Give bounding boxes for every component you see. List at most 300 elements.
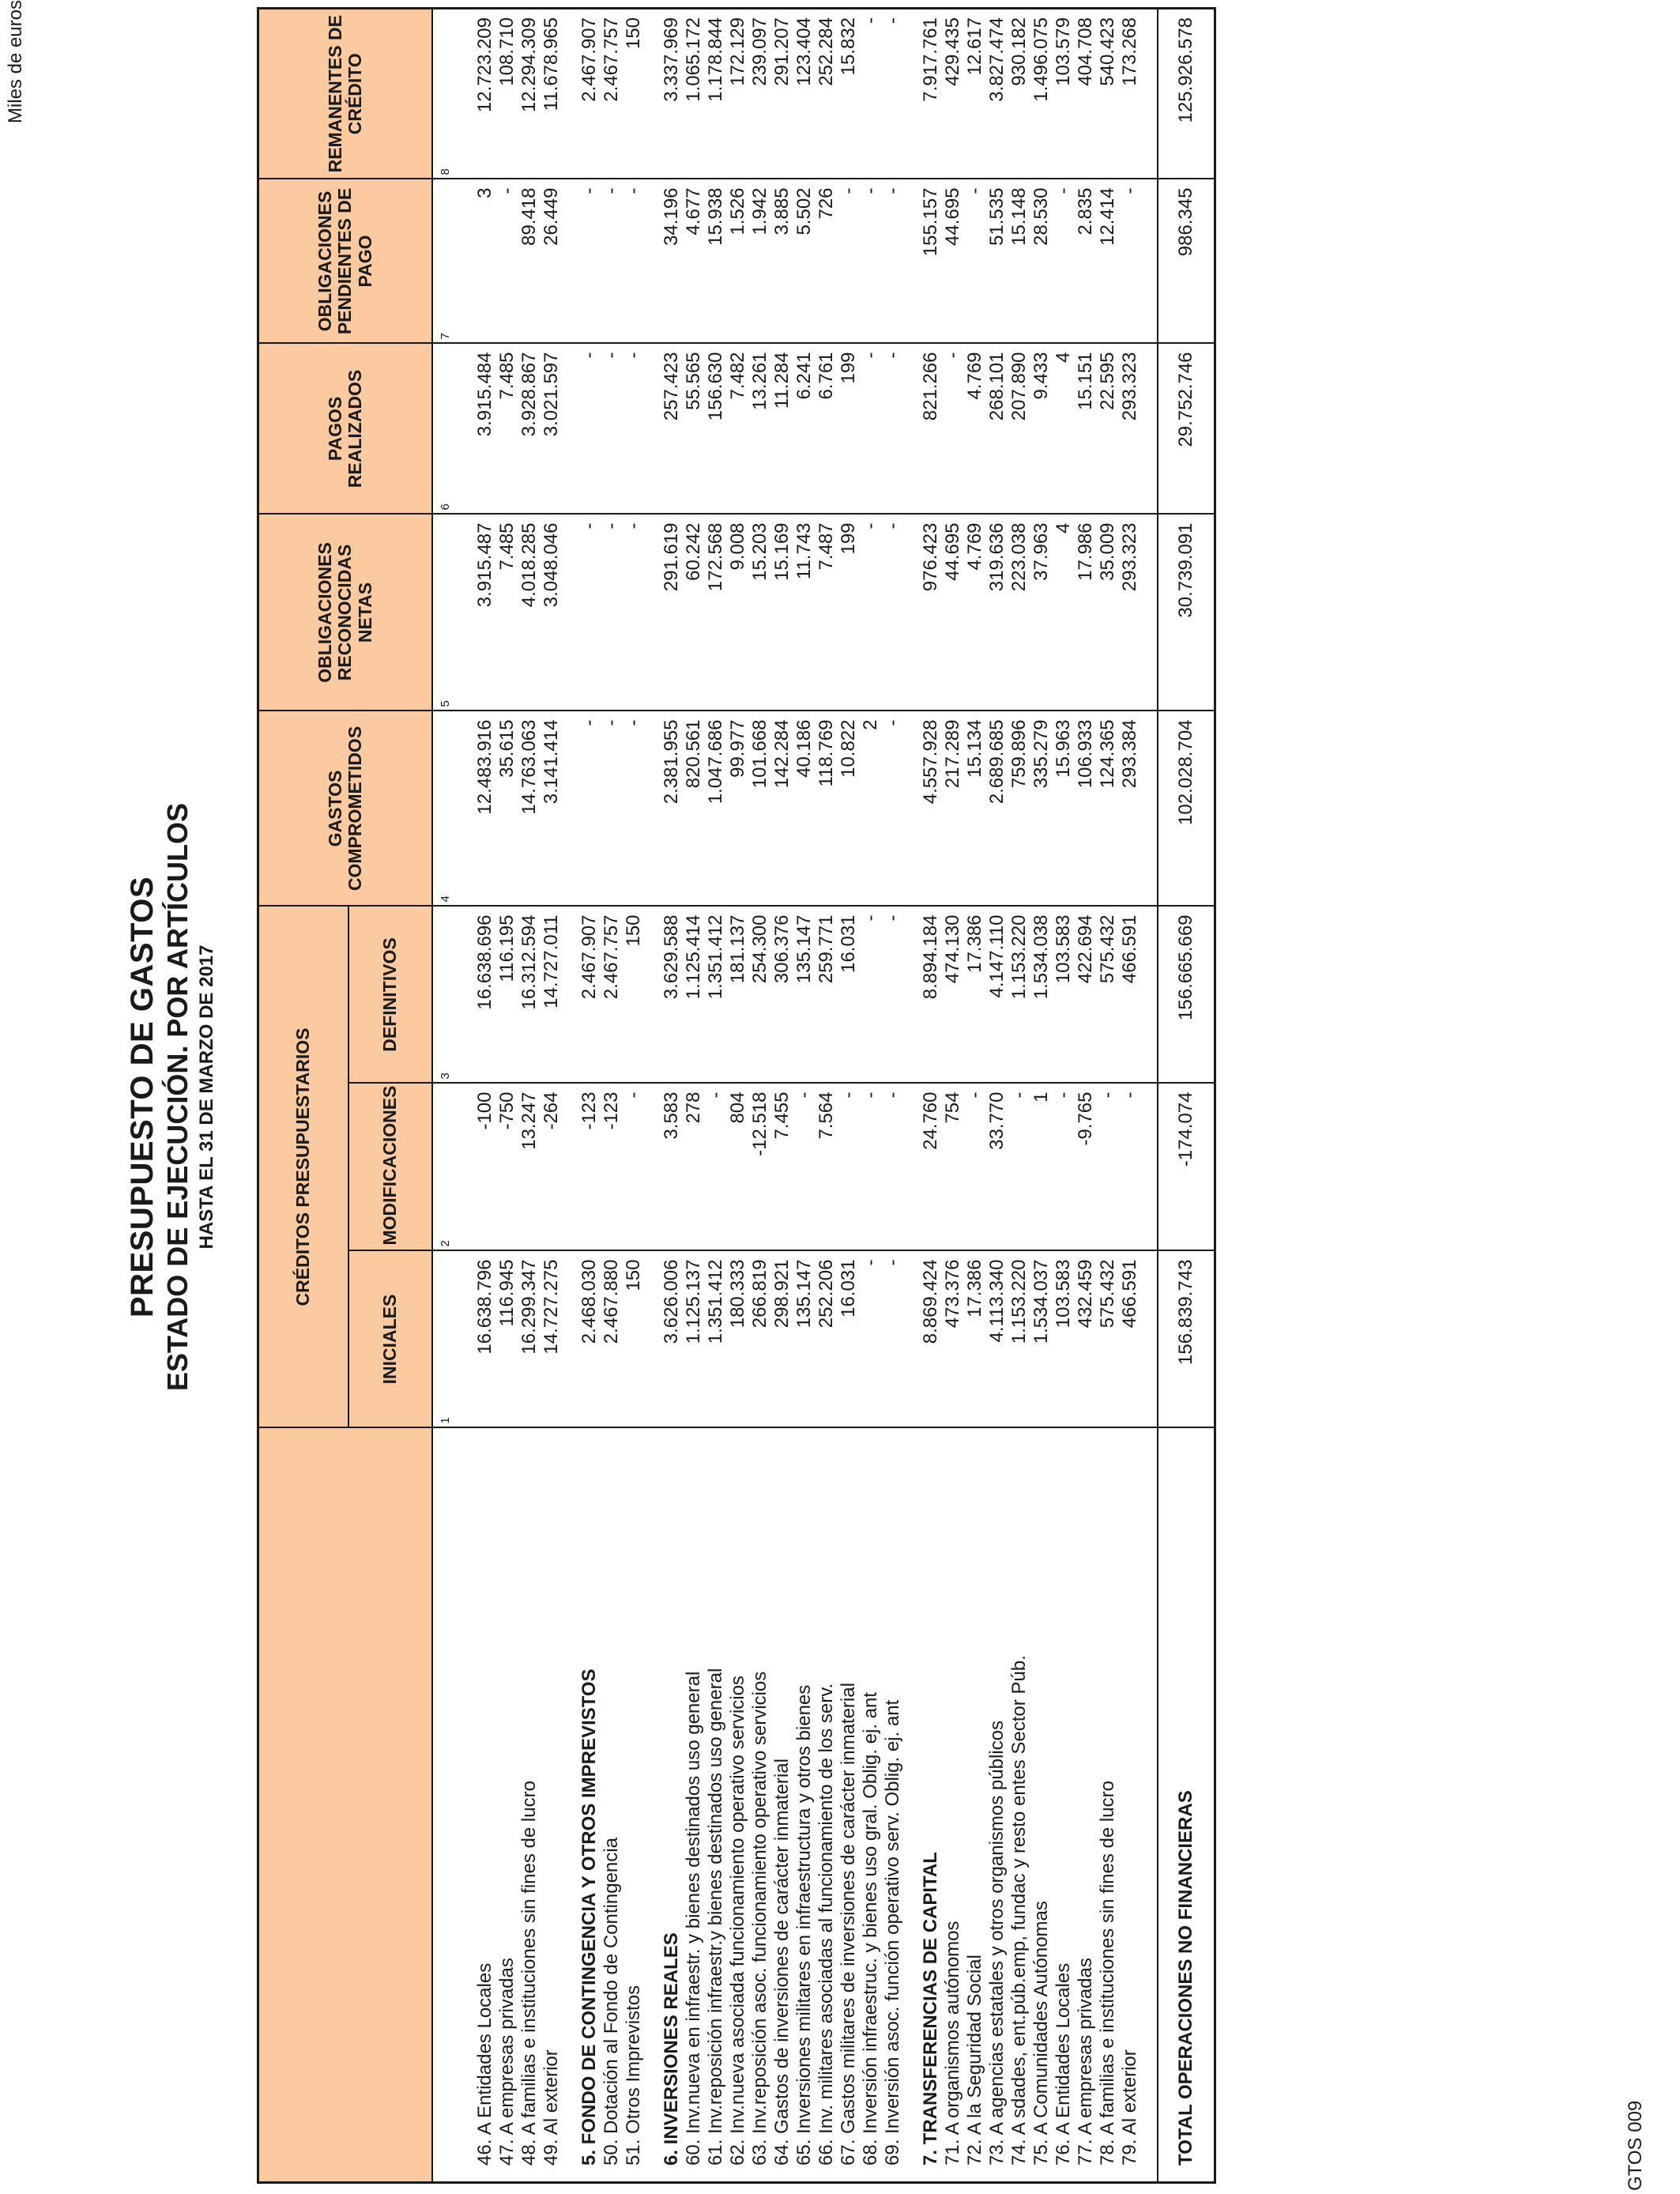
row-value: -: [838, 179, 860, 343]
row-value: 181.137: [727, 906, 749, 1083]
table-row: [838, 8, 860, 2182]
row-value: 44.695: [942, 179, 964, 343]
row-value: 3.337.969: [661, 8, 683, 179]
table-row: [793, 8, 816, 2182]
row-value: -: [860, 8, 882, 179]
row-value: -: [623, 514, 645, 711]
spacer-cell: [645, 8, 661, 179]
page-date-line: HASTA EL 31 DE MARZO DE 2017: [196, 944, 217, 1250]
row-value: 432.459: [1075, 1251, 1097, 1428]
row-value: 156.630: [705, 343, 727, 514]
row-value: 3: [474, 179, 496, 343]
spacer-row: [645, 8, 661, 2182]
spacer-cell: [563, 1428, 578, 2183]
table-row: [1097, 8, 1119, 2182]
row-value: 422.694: [1075, 906, 1097, 1083]
row-value: 207.890: [1008, 343, 1030, 514]
row-value: 4.677: [683, 179, 705, 343]
row-value: 13.247: [518, 1084, 541, 1251]
row-value: 7.482: [727, 343, 749, 514]
row-value: 12.294.309: [518, 8, 541, 179]
row-value: 6.761: [816, 343, 838, 514]
total-row: [1158, 8, 1215, 2182]
column-number: 3: [432, 906, 458, 1083]
row-value: 116.195: [496, 906, 518, 1083]
reconocidas-header: OBLIGACIONES RECONOCIDAS NETAS: [258, 514, 433, 711]
row-value: 268.101: [986, 343, 1008, 514]
row-value: -: [578, 711, 601, 906]
total-value: 156.665.669: [1158, 906, 1215, 1083]
row-value: -: [860, 514, 882, 711]
spacer-cell: [458, 179, 474, 343]
row-value: 2.467.907: [578, 8, 601, 179]
row-value: 26.449: [541, 179, 563, 343]
row-label: 79. Al exterior: [1119, 1428, 1141, 2183]
row-value: 540.423: [1097, 8, 1119, 179]
row-value: 266.819: [749, 1251, 771, 1428]
row-value: 217.289: [942, 711, 964, 906]
spacer-cell: [563, 8, 578, 179]
row-label: 65. Inversiones militares en infraestructura y otros bienes: [793, 1428, 816, 2183]
row-value: -: [882, 179, 904, 343]
total-label: TOTAL OPERACIONES NO FINANCIERAS: [1158, 1428, 1215, 2183]
row-value: 1.351.412: [705, 906, 727, 1083]
row-value: 291.619: [661, 514, 683, 711]
row-value: 55.565: [683, 343, 705, 514]
row-value: -: [882, 1084, 904, 1251]
row-value: -: [705, 1084, 727, 1251]
row-value: 6.241: [793, 343, 816, 514]
row-label: 62. Inv.nueva asociada funcionamiento operativo servicios: [727, 1428, 749, 2183]
row-value: 429.435: [942, 8, 964, 179]
row-value: 13.261: [749, 343, 771, 514]
table-row: [1053, 8, 1075, 2182]
row-value: 575.432: [1097, 906, 1119, 1083]
row-label: 74. A sdades, ent.púb.emp, fundac y resto entes Sector Púb.: [1008, 1428, 1030, 2183]
spacer-cell: [563, 514, 578, 711]
row-value: 123.404: [793, 8, 816, 179]
row-value: 754: [942, 1084, 964, 1251]
row-value: -750: [496, 1084, 518, 1251]
spacer-cell: [563, 179, 578, 343]
row-value: 2.467.757: [601, 906, 623, 1083]
row-value: 2.467.907: [578, 906, 601, 1083]
row-label: 51. Otros Imprevistos: [623, 1428, 645, 2183]
row-value: 172.129: [727, 8, 749, 179]
row-value: 252.284: [816, 8, 838, 179]
row-value: 4.769: [964, 343, 986, 514]
row-value: 1.065.172: [683, 8, 705, 179]
spacer-row: [1141, 8, 1158, 2182]
row-value: -: [1119, 1084, 1141, 1251]
spacer-cell: [1141, 906, 1158, 1083]
section-row: [578, 8, 601, 2182]
total-value: 30.739.091: [1158, 514, 1215, 711]
row-value: 1.351.412: [705, 1251, 727, 1428]
row-value: 820.561: [683, 711, 705, 906]
row-label: 63. Inv.reposición asoc. funcionamiento operativo servicios: [749, 1428, 771, 2183]
row-value: 12.617: [964, 8, 986, 179]
row-value: 10.822: [838, 711, 860, 906]
row-value: 259.771: [816, 906, 838, 1083]
column-number: 6: [432, 343, 458, 514]
row-value: 4.018.285: [518, 514, 541, 711]
row-value: 474.130: [942, 906, 964, 1083]
row-value: 15.832: [838, 8, 860, 179]
row-value: 17.386: [964, 1251, 986, 1428]
row-value: 103.579: [1053, 8, 1075, 179]
row-value: -: [578, 179, 601, 343]
row-value: 2.835: [1075, 179, 1097, 343]
row-value: 223.038: [1008, 514, 1030, 711]
concept-header: [258, 1428, 433, 2183]
spacer-cell: [904, 906, 920, 1083]
row-value: 1.496.075: [1030, 8, 1053, 179]
table-row: [882, 8, 904, 2182]
row-value: 2.689.685: [986, 711, 1008, 906]
spacer-cell: [645, 1084, 661, 1251]
row-value: 1.942: [749, 179, 771, 343]
row-value: 5.502: [793, 179, 816, 343]
row-value: -: [1053, 179, 1075, 343]
row-value: 4.147.110: [986, 906, 1008, 1083]
row-value: 124.365: [1097, 711, 1119, 906]
spacer-cell: [458, 514, 474, 711]
spacer-cell: [904, 179, 920, 343]
row-value: 8.869.424: [920, 1251, 942, 1428]
row-value: 759.896: [1008, 711, 1030, 906]
row-value: 473.376: [942, 1251, 964, 1428]
row-value: 404.708: [1075, 8, 1097, 179]
row-value: 254.300: [749, 906, 771, 1083]
modificaciones-header: MODIFICACIONES: [348, 1084, 432, 1251]
row-value: 335.279: [1030, 711, 1053, 906]
total-value: -174.074: [1158, 1084, 1215, 1251]
row-value: 99.977: [727, 711, 749, 906]
row-value: 34.196: [661, 179, 683, 343]
row-value: 293.323: [1119, 514, 1141, 711]
row-value: 291.207: [771, 8, 793, 179]
section-row: [920, 8, 942, 2182]
row-value: 101.668: [749, 711, 771, 906]
spacer-cell: [563, 906, 578, 1083]
row-value: 4.769: [964, 514, 986, 711]
spacer-cell: [458, 906, 474, 1083]
row-value: 306.376: [771, 906, 793, 1083]
row-value: 9.008: [727, 514, 749, 711]
table-row: [727, 8, 749, 2182]
row-label: 72. A la Seguridad Social: [964, 1428, 986, 2183]
spacer-cell: [1141, 179, 1158, 343]
row-value: 3.048.046: [541, 514, 563, 711]
row-value: 142.284: [771, 711, 793, 906]
row-value: 150: [623, 8, 645, 179]
row-value: 1.153.220: [1008, 1251, 1030, 1428]
spacer-cell: [563, 711, 578, 906]
row-value: 24.760: [920, 1084, 942, 1251]
row-value: 7.917.761: [920, 8, 942, 179]
table-row: [1008, 8, 1030, 2182]
spacer-cell: [1141, 343, 1158, 514]
row-value: 11.284: [771, 343, 793, 514]
row-value: -: [964, 1084, 986, 1251]
row-value: 7.485: [496, 343, 518, 514]
row-value: 44.695: [942, 514, 964, 711]
row-value: 37.963: [1030, 514, 1053, 711]
row-value: 7.485: [496, 514, 518, 711]
row-value: 3.629.588: [661, 906, 683, 1083]
row-value: 8.894.184: [920, 906, 942, 1083]
row-value: -: [882, 711, 904, 906]
table-row: [986, 8, 1008, 2182]
row-value: 14.763.063: [518, 711, 541, 906]
row-value: -: [838, 1084, 860, 1251]
row-value: 293.384: [1119, 711, 1141, 906]
spacer-row: [904, 8, 920, 2182]
budget-table: [257, 7, 1216, 2184]
creditos-header: CRÉDITOS PRESUPUESTARIOS: [258, 906, 349, 1427]
total-value: 29.752.746: [1158, 343, 1215, 514]
units-label: Miles de euros: [5, 0, 26, 124]
row-label: 6. INVERSIONES REALES: [661, 1428, 683, 2183]
row-label: 61. Inv.reposición infraestr.y bienes destinados uso general: [705, 1428, 727, 2183]
spacer-cell: [904, 8, 920, 179]
row-value: -: [793, 1084, 816, 1251]
spacer-cell: [563, 1251, 578, 1428]
row-value: -: [860, 1084, 882, 1251]
row-value: -264: [541, 1084, 563, 1251]
spacer-cell: [1141, 1251, 1158, 1428]
spacer-cell: [563, 343, 578, 514]
row-value: 319.636: [986, 514, 1008, 711]
section-row: [661, 8, 683, 2182]
table-row: [623, 8, 645, 2182]
spacer-cell: [645, 711, 661, 906]
spacer-cell: [1141, 8, 1158, 179]
row-value: 4.113.340: [986, 1251, 1008, 1428]
row-value: -: [623, 1084, 645, 1251]
row-value: 12.483.916: [474, 711, 496, 906]
spacer-cell: [904, 1084, 920, 1251]
row-label: 78. A familias e instituciones sin fines de lucro: [1097, 1428, 1119, 2183]
table-row: [1119, 8, 1141, 2182]
table-row: [964, 8, 986, 2182]
row-value: 28.530: [1030, 179, 1053, 343]
row-value: 2.467.880: [601, 1251, 623, 1428]
row-value: -: [623, 343, 645, 514]
table-row: [749, 8, 771, 2182]
row-value: 3.626.006: [661, 1251, 683, 1428]
row-value: 3.885: [771, 179, 793, 343]
row-value: -9.765: [1075, 1084, 1097, 1251]
row-value: 15.938: [705, 179, 727, 343]
row-value: 726: [816, 179, 838, 343]
row-value: 17.986: [1075, 514, 1097, 711]
table-row: [474, 8, 496, 2182]
row-value: 16.638.796: [474, 1251, 496, 1428]
row-value: 3.915.487: [474, 514, 496, 711]
row-value: -100: [474, 1084, 496, 1251]
row-label: 5. FONDO DE CONTINGENCIA Y OTROS IMPREVISTOS: [578, 1428, 601, 2183]
table-row: [518, 8, 541, 2182]
row-value: 17.386: [964, 906, 986, 1083]
row-label: 68. Inversión infraestruc. y bienes uso gral. Oblig. ej. ant: [860, 1428, 882, 2183]
row-value: 118.769: [816, 711, 838, 906]
row-value: -: [1097, 1084, 1119, 1251]
row-value: 3.021.597: [541, 343, 563, 514]
row-value: 804: [727, 1084, 749, 1251]
column-number: 5: [432, 514, 458, 711]
row-label: 76. A Entidades Locales: [1053, 1428, 1075, 2183]
row-value: -: [1119, 179, 1141, 343]
row-value: 135.147: [793, 906, 816, 1083]
spacer-cell: [904, 343, 920, 514]
spacer-cell: [1141, 1084, 1158, 1251]
table-row: [942, 8, 964, 2182]
row-value: -: [578, 343, 601, 514]
table-row: [705, 8, 727, 2182]
row-value: 103.583: [1053, 906, 1075, 1083]
row-value: 199: [838, 514, 860, 711]
row-value: -: [860, 906, 882, 1083]
row-value: 3.827.474: [986, 8, 1008, 179]
row-value: -: [601, 179, 623, 343]
table-row: [816, 8, 838, 2182]
spacer-cell: [563, 1084, 578, 1251]
row-value: 16.031: [838, 1251, 860, 1428]
row-value: -: [860, 1251, 882, 1428]
spacer-cell: [904, 514, 920, 711]
row-label: 50. Dotación al Fondo de Contingencia: [601, 1428, 623, 2183]
row-value: 108.710: [496, 8, 518, 179]
row-value: 930.182: [1008, 8, 1030, 179]
row-value: -123: [601, 1084, 623, 1251]
footer-code: GTOS 009: [1625, 2100, 1646, 2191]
row-value: 16.638.696: [474, 906, 496, 1083]
comprometidos-header: GASTOS COMPROMETIDOS: [258, 711, 433, 906]
row-value: 1.047.686: [705, 711, 727, 906]
spacer-cell: [1141, 1428, 1158, 2183]
row-value: 466.591: [1119, 906, 1141, 1083]
row-value: 4.557.928: [920, 711, 942, 906]
total-value: 986.345: [1158, 179, 1215, 343]
row-label: 64. Gastos de inversiones de carácter inmaterial: [771, 1428, 793, 2183]
row-value: 1.125.414: [683, 906, 705, 1083]
row-value: -: [1053, 1084, 1075, 1251]
row-value: 7.455: [771, 1084, 793, 1251]
table-row: [541, 8, 563, 2182]
column-number: 4: [432, 711, 458, 906]
row-label: 75. A Comunidades Autónomas: [1030, 1428, 1053, 2183]
row-value: 9.433: [1030, 343, 1053, 514]
row-value: 15.148: [1008, 179, 1030, 343]
row-value: -: [601, 343, 623, 514]
spacer-cell: [645, 343, 661, 514]
spacer-cell: [1141, 514, 1158, 711]
row-value: -: [882, 343, 904, 514]
row-value: 16.312.594: [518, 906, 541, 1083]
row-value: 15.963: [1053, 711, 1075, 906]
row-label: 73. A agencias estatales y otros organismos públicos: [986, 1428, 1008, 2183]
row-value: 3.915.484: [474, 343, 496, 514]
row-label: 77. A empresas privadas: [1075, 1428, 1097, 2183]
column-number: 8: [432, 8, 458, 179]
spacer-cell: [1141, 711, 1158, 906]
spacer-cell: [904, 1251, 920, 1428]
row-label: 60. Inv.nueva en infraestr. y bienes destinados uso general: [683, 1428, 705, 2183]
row-value: 150: [623, 1251, 645, 1428]
row-value: -: [623, 179, 645, 343]
row-value: 16.299.347: [518, 1251, 541, 1428]
row-label: 69. Inversión asoc. función operativo serv. Oblig. ej. ant: [882, 1428, 904, 2183]
row-value: 33.770: [986, 1084, 1008, 1251]
pagos-header: PAGOS REALIZADOS: [258, 343, 433, 514]
table-row: [683, 8, 705, 2182]
row-value: 106.933: [1075, 711, 1097, 906]
spacer-cell: [458, 711, 474, 906]
row-value: 466.591: [1119, 1251, 1141, 1428]
total-value: 102.028.704: [1158, 711, 1215, 906]
row-label: 49. Al exterior: [541, 1428, 563, 2183]
row-value: 15.203: [749, 514, 771, 711]
row-value: 135.147: [793, 1251, 816, 1428]
definitivos-header: DEFINITIVOS: [348, 906, 432, 1083]
page-subtitle: ESTADO DE EJECUCIÓN. POR ARTÍCULOS: [161, 802, 194, 1392]
row-label: 71. A organismos autónomos: [942, 1428, 964, 2183]
row-value: -: [882, 514, 904, 711]
spacer-row: [563, 8, 578, 2182]
row-value: 278: [683, 1084, 705, 1251]
spacer-cell: [458, 1084, 474, 1251]
row-value: 2.381.955: [661, 711, 683, 906]
row-value: 14.727.275: [541, 1251, 563, 1428]
row-value: 3.141.414: [541, 711, 563, 906]
row-value: 4: [1053, 514, 1075, 711]
row-value: -: [860, 343, 882, 514]
row-value: 1.534.037: [1030, 1251, 1053, 1428]
row-value: -: [578, 514, 601, 711]
table-row: [860, 8, 882, 2182]
row-value: 11.743: [793, 514, 816, 711]
row-value: 575.432: [1097, 1251, 1119, 1428]
row-value: -: [942, 343, 964, 514]
row-label: 46. A Entidades Locales: [474, 1428, 496, 2183]
spacer-cell: [458, 343, 474, 514]
row-value: 16.031: [838, 906, 860, 1083]
row-value: 199: [838, 343, 860, 514]
row-value: 7.487: [816, 514, 838, 711]
table-row: [771, 8, 793, 2182]
row-value: 2: [860, 711, 882, 906]
row-label: 67. Gastos militares de inversiones de carácter inmaterial: [838, 1428, 860, 2183]
row-label: 48. A familias e instituciones sin fines de lucro: [518, 1428, 541, 2183]
row-value: -: [964, 179, 986, 343]
row-value: -: [623, 711, 645, 906]
table-row: [601, 8, 623, 2182]
row-value: 35.615: [496, 711, 518, 906]
row-value: 252.206: [816, 1251, 838, 1428]
row-value: 155.157: [920, 179, 942, 343]
pendientes-header: OBLIGACIONES PENDIENTES DE PAGO: [258, 179, 433, 343]
row-value: -: [601, 711, 623, 906]
row-value: 180.333: [727, 1251, 749, 1428]
table-row: [1030, 8, 1053, 2182]
row-value: 12.723.209: [474, 8, 496, 179]
row-value: -12.518: [749, 1084, 771, 1251]
row-value: 2.468.030: [578, 1251, 601, 1428]
row-label: 66. Inv. militares asociadas al funcionamiento de los serv.: [816, 1428, 838, 2183]
row-value: 11.678.965: [541, 8, 563, 179]
